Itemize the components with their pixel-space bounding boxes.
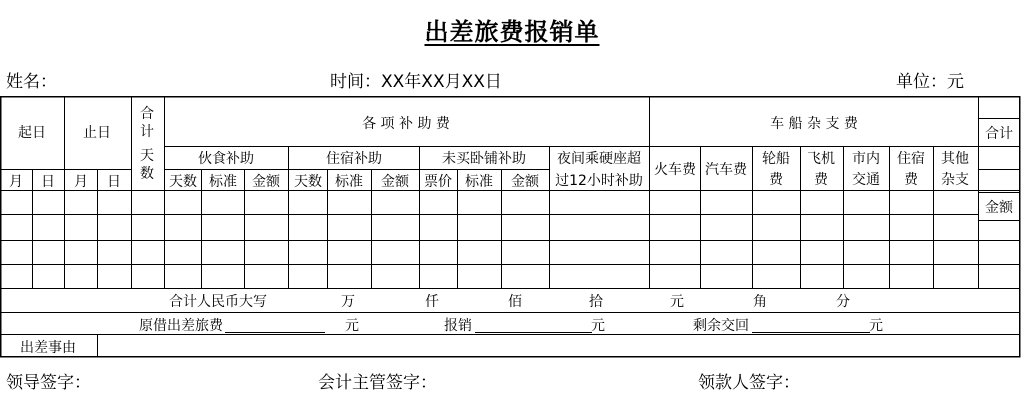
- total-days-3: 天: [140, 148, 154, 164]
- lodging-days: 天数: [294, 174, 322, 190]
- night-seat-line1: 夜间乘硬座超: [557, 151, 641, 167]
- ship-line2: 费: [769, 172, 783, 188]
- food-amount: 金额: [252, 174, 280, 190]
- form-title: 出差旅费报销单: [424, 18, 600, 46]
- no-sleeper-amount: 金额: [511, 174, 539, 190]
- no-sleeper-ticket: 票价: [424, 174, 452, 190]
- start-day: 日: [41, 174, 55, 190]
- lodging-amount: 金额: [381, 174, 409, 190]
- reimburse-unit: 元: [591, 318, 605, 334]
- total-header: 合计: [985, 126, 1013, 142]
- start-month: 月: [9, 174, 23, 190]
- allowance-header: 各 项 补 助 费: [362, 116, 450, 132]
- leader-signature-label: 领导签字：: [6, 373, 91, 393]
- plane-line1: 飞机: [807, 151, 835, 167]
- other-line1: 其他: [941, 151, 969, 167]
- end-day-header: 止日: [83, 125, 111, 141]
- food-days: 天数: [169, 174, 197, 190]
- time-label: 时间：XX年XX月XX日: [330, 72, 502, 92]
- bus-header: 汽车费: [705, 162, 747, 178]
- city-line2: 交通: [852, 172, 880, 188]
- other-line2: 杂支: [941, 172, 969, 188]
- food-header: 伙食补助: [198, 151, 254, 167]
- remaining-label: 剩余交回: [693, 318, 749, 334]
- end-day: 日: [107, 174, 121, 190]
- unit-label: 单位：元: [896, 72, 964, 92]
- no-sleeper-standard: 标准: [465, 174, 493, 190]
- amount-header: 金额: [985, 200, 1013, 216]
- train-header: 火车费: [654, 162, 696, 178]
- hotel-line2: 费: [904, 172, 918, 188]
- hotel-line1: 住宿: [897, 151, 925, 167]
- rmb-fen: 分: [836, 294, 850, 310]
- reimburse-label: 报销: [444, 318, 472, 334]
- plane-line2: 费: [814, 172, 828, 188]
- end-month: 月: [74, 174, 88, 190]
- no-sleeper-header: 未买卧铺补助: [442, 151, 526, 167]
- advance-label: 原借出差旅费: [139, 318, 223, 334]
- rmb-shi: 拾: [589, 294, 603, 310]
- night-seat-line2: 过12小时补助: [555, 173, 643, 189]
- advance-unit: 元: [345, 318, 359, 334]
- city-line1: 市内: [852, 151, 880, 167]
- lodging-header: 住宿补助: [326, 151, 382, 167]
- lodging-standard: 标准: [335, 174, 363, 190]
- total-days-2: 计: [140, 124, 154, 140]
- recipient-signature-label: 领款人签字：: [698, 373, 800, 393]
- total-days-1: 合: [140, 106, 154, 122]
- name-label: 姓名：: [6, 72, 57, 92]
- rmb-upper-label: 合计人民币大写: [169, 294, 267, 310]
- vehicle-header: 车 船 杂 支 费: [770, 116, 858, 132]
- rmb-jiao: 角: [753, 294, 767, 310]
- accounting-signature-label: 会计主管签字：: [318, 373, 437, 393]
- reason-label: 出差事由: [20, 340, 76, 356]
- rmb-qian: 仟: [425, 294, 439, 310]
- rmb-yuan: 元: [670, 294, 684, 310]
- start-day-header: 起日: [18, 125, 46, 141]
- remaining-unit: 元: [869, 318, 883, 334]
- rmb-bai: 佰: [508, 294, 522, 310]
- ship-line1: 轮船: [762, 151, 790, 167]
- rmb-wan: 万: [341, 294, 355, 310]
- food-standard: 标准: [209, 174, 237, 190]
- total-days-4: 数: [140, 166, 154, 182]
